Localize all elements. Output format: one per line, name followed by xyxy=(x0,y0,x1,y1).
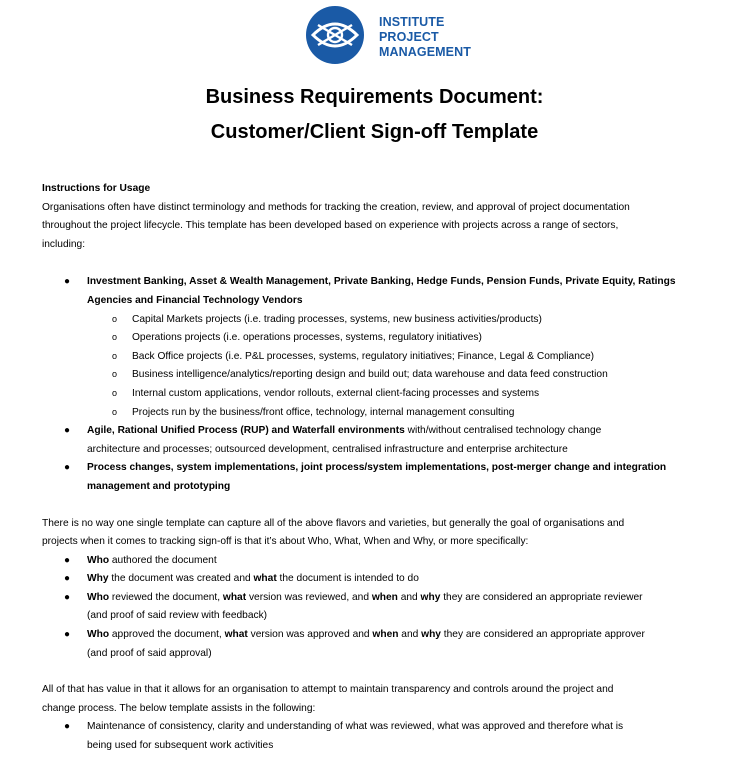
logo-line-1: INSTITUTE xyxy=(379,15,445,29)
item-text: (and proof of said approval) xyxy=(87,647,212,659)
project-sublist xyxy=(87,311,722,423)
keyword: Who xyxy=(87,591,110,603)
intro-line: throughout the project lifecycle. This template has been developed based on experience with projects across a range of sectors, xyxy=(42,220,619,232)
value-line: All of that has value in that it allows for an organisation to attempt to maintain transparency and controls around the project and xyxy=(42,684,614,696)
item-text: and xyxy=(397,591,421,603)
sub-item xyxy=(112,404,722,423)
sector-item xyxy=(64,273,722,422)
document-body xyxy=(42,180,722,756)
who-what-item xyxy=(64,626,722,663)
hollow-bullet-icon: o xyxy=(112,387,118,398)
goal-line: projects when it comes to tracking sign-off is that it’s about Who, What, When and Why, or more specifically: xyxy=(42,536,529,548)
sector-text: Agencies and Financial Technology Vendors xyxy=(87,294,303,306)
bullet-icon: ● xyxy=(64,573,71,585)
logo-line-3: MANAGEMENT xyxy=(379,45,471,59)
item-text: they are considered an appropriate reviewer xyxy=(440,591,643,603)
item-text: version was reviewed, and xyxy=(246,591,372,603)
sub-item xyxy=(112,329,722,348)
sector-text: Agile, Rational Unified Process (RUP) and Waterfall environments xyxy=(87,425,405,437)
who-what-item xyxy=(64,552,722,571)
bullet-icon: ● xyxy=(64,721,71,733)
bullet-icon: ● xyxy=(64,554,71,566)
sector-text: with/without centralised technology change xyxy=(404,425,602,437)
hollow-bullet-icon: o xyxy=(112,369,118,380)
item-text: the document is intended to do xyxy=(276,573,419,585)
sub-item xyxy=(112,311,722,330)
sector-text: management and prototyping xyxy=(87,480,231,492)
logo-line-2: PROJECT xyxy=(379,30,439,44)
sub-item-text: Capital Markets projects (i.e. trading processes, systems, new business activities/products) xyxy=(132,313,542,325)
keyword: when xyxy=(371,591,398,603)
item-text: (and proof of said review with feedback) xyxy=(87,610,268,622)
institute-logo xyxy=(304,4,484,66)
eye-logo-icon xyxy=(304,4,366,66)
who-what-item xyxy=(64,570,722,589)
bullet-icon: ● xyxy=(64,462,71,474)
keyword: what xyxy=(253,573,277,585)
keyword: Why xyxy=(87,573,109,585)
sub-item-text: Projects run by the business/front office, technology, internal management consulting xyxy=(132,406,515,418)
item-text: reviewed the document, xyxy=(109,591,223,603)
hollow-bullet-icon: o xyxy=(112,350,118,361)
sub-item-text: Operations projects (i.e. operations processes, systems, regulatory initiatives) xyxy=(132,332,482,344)
value-line: change process. The below template assists in the following: xyxy=(42,702,316,714)
keyword: Who xyxy=(87,629,110,641)
assist-text: being used for subsequent work activities xyxy=(87,740,274,752)
logo-wordmark xyxy=(379,15,471,60)
assist-item xyxy=(64,718,722,755)
bullet-icon: ● xyxy=(64,591,71,603)
sector-item xyxy=(64,459,722,496)
keyword: when xyxy=(372,629,399,641)
item-text: they are considered an appropriate approver xyxy=(440,629,645,641)
sector-text: architecture and processes; outsourced development, centralised infrastructure and enterprise architecture xyxy=(87,443,568,455)
sector-text: Investment Banking, Asset & Wealth Management, Private Banking, Hedge Funds, Pension Funds, Private Equity, Ratings xyxy=(87,276,676,288)
sector-text: Process changes, system implementations, joint process/system implementations, post-merger change and integration xyxy=(87,462,667,474)
instructions-heading: Instructions for Usage xyxy=(42,183,151,194)
hollow-bullet-icon: o xyxy=(112,406,118,417)
bullet-icon: ● xyxy=(64,425,71,437)
item-text: version was approved and xyxy=(247,629,373,641)
sector-item xyxy=(64,422,722,459)
intro-line: including: xyxy=(42,238,86,250)
sub-item xyxy=(112,348,722,367)
hollow-bullet-icon: o xyxy=(112,313,118,324)
sub-item-text: Business intelligence/analytics/reporting design and build out; data warehouse and data feed construction xyxy=(132,369,608,381)
item-text: authored the document xyxy=(109,554,217,566)
bullet-icon: ● xyxy=(64,629,71,641)
document-title-line-1: Business Requirements Document: xyxy=(205,86,544,108)
who-what-list xyxy=(42,552,722,664)
keyword: why xyxy=(421,629,441,641)
goal-line: There is no way one single template can capture all of the above flavors and varieties, but generally the goal of organisations and xyxy=(42,517,625,529)
keyword: Who xyxy=(87,554,110,566)
bullet-icon: ● xyxy=(64,276,71,288)
assist-text: Maintenance of consistency, clarity and understanding of what was reviewed, what was approved and therefore what is xyxy=(87,721,624,733)
sub-item xyxy=(112,366,722,385)
intro-line: Organisations often have distinct terminology and methods for tracking the creation, review, and approval of project documentation xyxy=(42,201,630,213)
item-text: approved the document, xyxy=(109,629,225,641)
keyword: why xyxy=(420,591,441,603)
item-text: the document was created and xyxy=(108,573,254,585)
keyword: what xyxy=(222,591,247,603)
document-title-line-2: Customer/Client Sign-off Template xyxy=(210,121,539,143)
keyword: what xyxy=(224,629,248,641)
sub-item-text: Internal custom applications, vendor rollouts, external client-facing processes and systems xyxy=(132,387,540,399)
item-text: and xyxy=(398,629,422,641)
sub-item-text: Back Office projects (i.e. P&L processes, systems, regulatory initiatives; Finance, Legal & Compliance) xyxy=(132,350,595,362)
sub-item xyxy=(112,385,722,404)
assist-list xyxy=(42,718,722,755)
sector-list xyxy=(42,273,722,496)
who-what-item xyxy=(64,589,722,626)
hollow-bullet-icon: o xyxy=(112,332,118,343)
